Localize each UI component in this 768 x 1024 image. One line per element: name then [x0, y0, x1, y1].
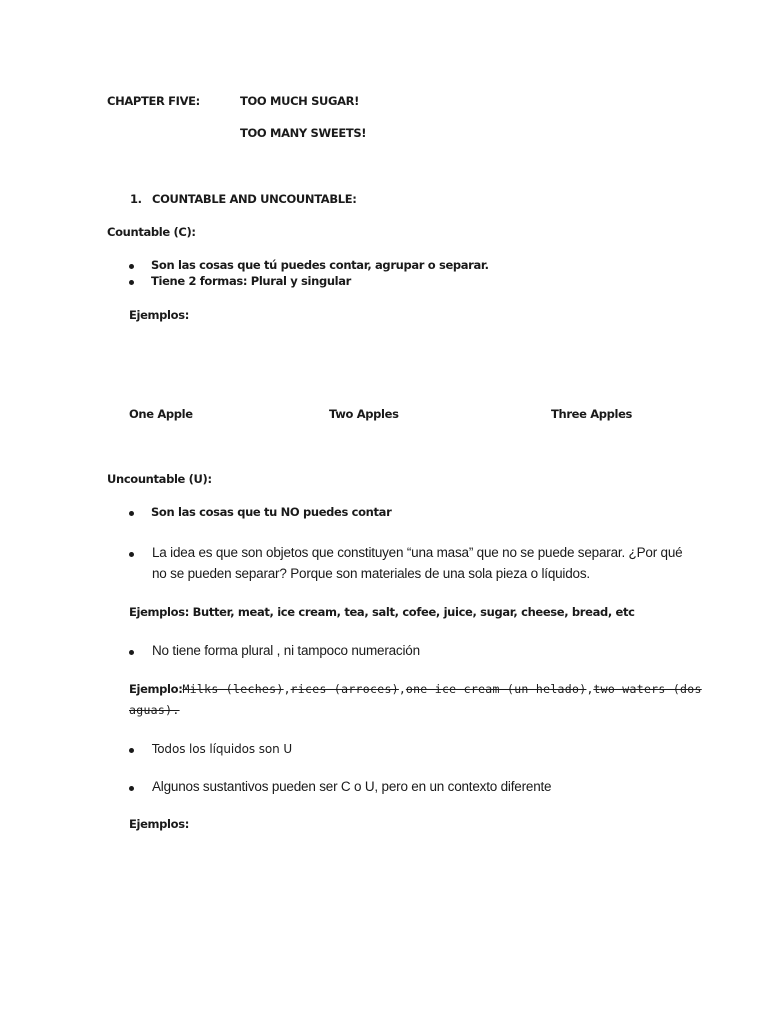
uncountable-bullet-2-line1: La idea es que son objetos que constituyen “una masa” que no se puede separar. ¿Por qué: [152, 545, 683, 560]
struck-example-line2: aguas).: [129, 703, 180, 717]
bullet-icon: [129, 511, 134, 516]
section-number: 1.: [130, 192, 142, 206]
example-two-apples: Two Apples: [329, 407, 399, 421]
bullet-icon: [129, 786, 134, 791]
uncountable-bullet-5: Algunos sustantivos pueden ser C o U, pero en un contexto diferente: [152, 779, 552, 794]
bullet-icon: [129, 650, 134, 655]
bullet-icon: [129, 264, 134, 269]
struck-example-rices: rices (arroces): [290, 682, 399, 696]
strikethrough-example-line: Ejemplo: Milks (leches), rices (arroces), one ice cream (un helado), two waters (dos: [129, 682, 702, 696]
uncountable-examples-line: Ejemplos: Butter, meat, ice cream, tea, salt, cofee, juice, sugar, cheese, bread, etc: [129, 605, 635, 619]
example-one-apple: One Apple: [129, 407, 193, 421]
uncountable-bullet-4: Todos los líquidos son U: [152, 742, 293, 756]
uncountable-bullet-2-line2: no se pueden separar? Porque son materiales de una sola pieza o líquidos.: [152, 566, 590, 581]
uncountable-examples-label: Ejemplos:: [129, 817, 189, 831]
countable-heading: Countable (C):: [107, 225, 196, 239]
uncountable-bullet-1: Son las cosas que tu NO puedes contar: [151, 505, 392, 519]
section-heading: COUNTABLE AND UNCOUNTABLE:: [152, 192, 357, 206]
struck-example-ice-cream: one ice cream (un helado): [405, 682, 587, 696]
struck-example-waters: two waters (dos: [593, 682, 702, 696]
bullet-icon: [129, 552, 134, 557]
example-three-apples: Three Apples: [551, 407, 633, 421]
uncountable-bullet-3: No tiene forma plural , ni tampoco numeración: [152, 643, 420, 658]
countable-bullet-2: Tiene 2 formas: Plural y singular: [151, 274, 351, 288]
uncountable-heading: Uncountable (U):: [107, 472, 212, 486]
chapter-label: CHAPTER FIVE:: [107, 94, 200, 108]
bullet-icon: [129, 748, 134, 753]
countable-bullet-1: Son las cosas que tú puedes contar, agrupar o separar.: [151, 258, 489, 272]
example-label: Ejemplo:: [129, 682, 183, 696]
chapter-title-line1: TOO MUCH SUGAR!: [240, 94, 360, 108]
countable-examples-label: Ejemplos:: [129, 308, 189, 322]
bullet-icon: [129, 280, 134, 285]
struck-example-milks: Milks (leches): [182, 682, 284, 696]
chapter-title-line2: TOO MANY SWEETS!: [240, 126, 367, 140]
